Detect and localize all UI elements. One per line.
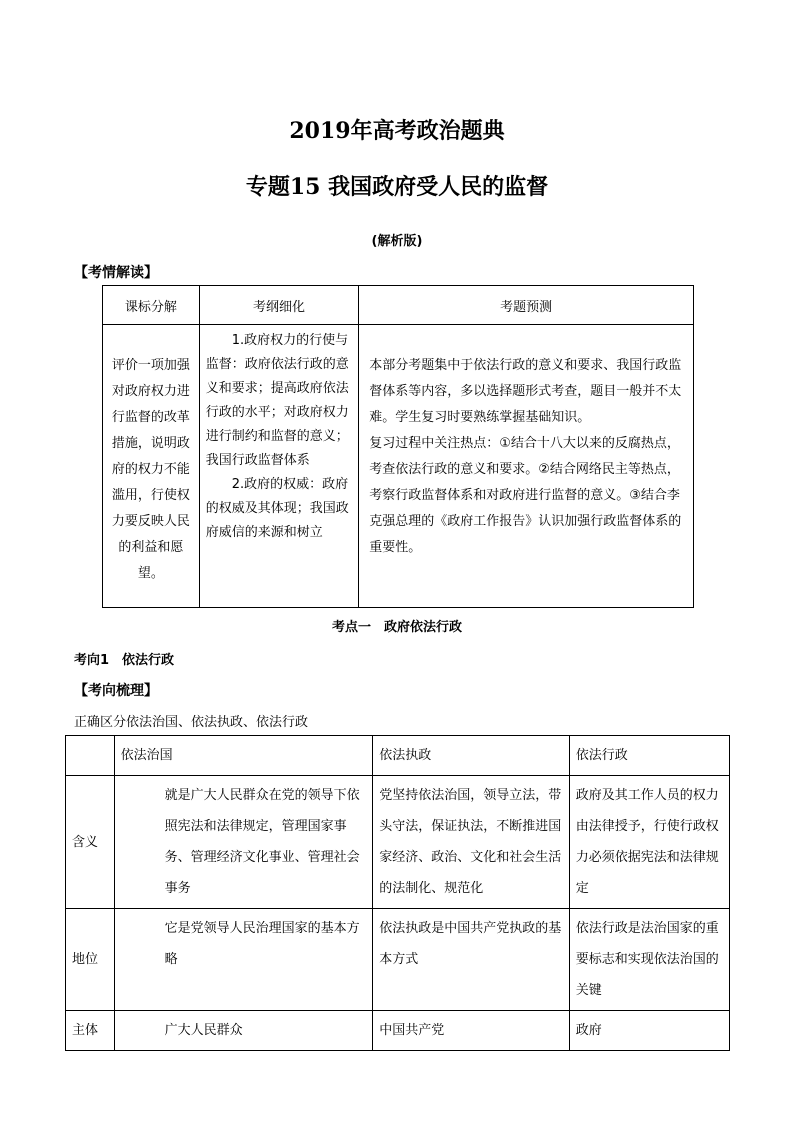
syllabus-item-1: 1.政府权力的行使与监督：政府依法行政的意义和要求；提高政府依法行政的水平；对政府权力进行制约和监督的意义；我国行政监督体系: [205, 333, 349, 468]
row-label: 含义: [66, 776, 115, 909]
row-label: 主体: [66, 1011, 115, 1051]
curriculum-cell: [103, 325, 200, 608]
forecast-cell: [359, 325, 694, 608]
curriculum-text: 评价一项加强对政府权力进行监督的改革措施，说明政府的权力不能滥用，行使权力要反映人民的利益和愿望。: [111, 358, 190, 581]
column-header: 依法执政: [373, 736, 569, 776]
table-row: [66, 1011, 730, 1051]
edition-label: (解析版): [371, 234, 423, 249]
comparison-table: [65, 735, 730, 1051]
table-row: [66, 909, 730, 1011]
table-cell: 广大人民群众: [114, 1011, 373, 1051]
column-header: 依法治国: [114, 736, 373, 776]
point-title: 考点一 政府依法行政: [331, 620, 462, 635]
syllabus-item-2: 2.政府的权威：政府的权威及其体现；我国政府威信的来源和树立: [205, 477, 349, 540]
column-header: 依法行政: [569, 736, 729, 776]
direction-title: 考向1 依法行政: [74, 653, 175, 668]
row-label: 地位: [66, 909, 115, 1011]
intro-text: 正确区分依法治国、依法执政、依法行政: [74, 715, 309, 730]
topic-title: 专题15 我国政府受人民的监督: [245, 174, 549, 200]
forecast-para-2: 复习过程中关注热点：①结合十八大以来的反腐热点，考查依法行政的意义和要求。②结合网络民主等热点，考察行政监督体系和对政府进行监督的意义。③结合李克强总理的《政府工作报告》认识加强行政监督体系的重要性。: [369, 436, 682, 555]
section-heading: 【考情解读】: [74, 265, 158, 281]
column-header: 考题预测: [359, 286, 694, 325]
column-header: 考纲细化: [199, 286, 359, 325]
exam-analysis-table: [102, 285, 694, 608]
sub-heading: 【考向梳理】: [74, 683, 158, 699]
table-cell: 依法执政是中国共产党执政的基本方式: [373, 909, 569, 1011]
column-header: 课标分解: [103, 286, 200, 325]
table-cell: 党坚持依法治国，领导立法，带头守法，保证执法，不断推进国家经济、政治、文化和社会生活的法制化、规范化: [373, 776, 569, 909]
table-cell: 政府及其工作人员的权力由法律授予，行使行政权力必须依据宪法和法律规定: [569, 776, 729, 909]
table-cell: 中国共产党: [373, 1011, 569, 1051]
table-cell: 就是广大人民群众在党的领导下依照宪法和法律规定，管理国家事务、管理经济文化事业、管理社会事务: [114, 776, 373, 909]
table-row: [66, 776, 730, 909]
document-title: 2019年高考政治题典: [289, 118, 505, 144]
forecast-para-1: 本部分考题集中于依法行政的意义和要求、我国行政监督体系等内容，多以选择题形式考查，题目一般并不太难。学生复习时要熟练掌握基础知识。: [369, 358, 682, 425]
table-cell: 政府: [569, 1011, 729, 1051]
syllabus-cell: [199, 325, 359, 608]
table-corner: [66, 736, 115, 776]
table-cell: 它是党领导人民治理国家的基本方略: [114, 909, 373, 1011]
table-cell: 依法行政是法治国家的重要标志和实现依法治国的关键: [569, 909, 729, 1011]
